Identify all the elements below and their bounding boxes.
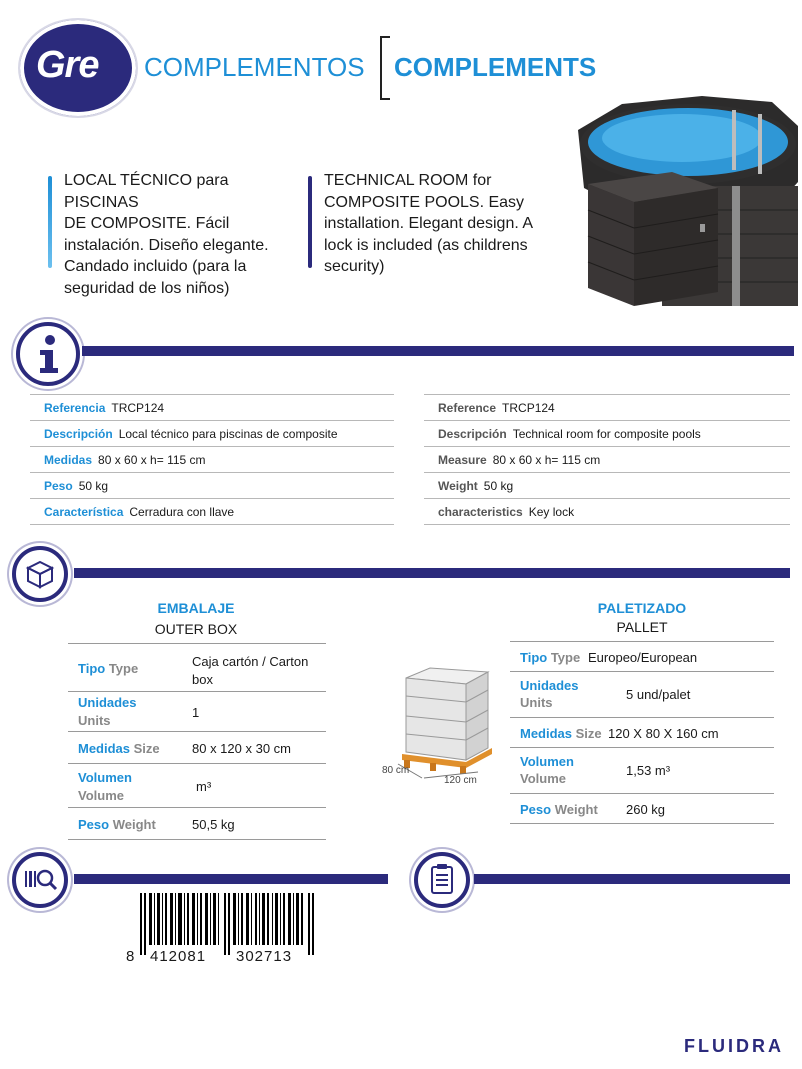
info-table-es xyxy=(30,394,394,525)
fluidra-logo: FLUIDRA xyxy=(684,1036,784,1056)
label-en: Units xyxy=(520,695,553,710)
barcode-section-bar xyxy=(74,874,388,884)
info-label: characteristics xyxy=(438,505,523,519)
label-en: Volume xyxy=(520,771,566,786)
packaging-subtitle: OUTER BOX xyxy=(154,621,238,637)
intro-es xyxy=(64,170,304,299)
row-value: 120 X 80 X 160 cm xyxy=(608,726,719,741)
intro-es-accent xyxy=(48,176,52,268)
info-value: Cerradura con llave xyxy=(129,505,235,519)
label-en: Units xyxy=(78,713,111,728)
row-value: Europeo/European xyxy=(588,650,698,665)
info-row xyxy=(30,421,394,447)
row-value: Caja cartón / Carton box xyxy=(192,654,309,687)
intro-en-line: installation. Elegant design. A xyxy=(324,215,534,232)
pallet-title: PALETIZADO xyxy=(597,600,687,616)
info-row xyxy=(30,447,394,473)
label-es: Unidades xyxy=(78,695,137,710)
intro-es-line: seguridad de los niños) xyxy=(64,279,230,297)
label-es: Unidades xyxy=(520,678,579,693)
info-row xyxy=(424,499,790,525)
clipboard-icon xyxy=(414,852,470,908)
label-es: Tipo xyxy=(78,661,106,676)
table-row xyxy=(510,748,774,794)
intro-en-accent xyxy=(308,176,312,268)
row-value: 5 und/palet xyxy=(626,687,691,702)
row-label xyxy=(78,817,156,832)
barcode-image xyxy=(138,893,320,955)
table-row xyxy=(510,794,774,824)
info-value: 50 kg xyxy=(78,479,109,493)
row-label xyxy=(78,661,138,676)
label-en: Type xyxy=(108,661,139,676)
barcode-group-1: 412081 xyxy=(150,948,207,965)
label-es: Medidas xyxy=(78,741,131,756)
notes-section-bar xyxy=(474,874,790,884)
info-row xyxy=(424,421,790,447)
intro-en-line: COMPOSITE POOLS. Easy xyxy=(324,193,525,211)
pallet-table xyxy=(510,641,774,824)
row-value: 1,53 m³ xyxy=(626,763,671,778)
table-row xyxy=(68,808,326,840)
info-value: TRCP124 xyxy=(502,401,555,415)
barcode-search-icon xyxy=(12,852,68,908)
info-row xyxy=(30,473,394,499)
row-value: 80 x 120 x 30 cm xyxy=(192,741,291,756)
label-en: Size xyxy=(575,726,602,741)
table-row xyxy=(68,644,326,692)
gre-logo-text: Gre xyxy=(36,44,99,86)
page-title-es: COMPLEMENTOS xyxy=(144,52,365,82)
info-label: Reference xyxy=(438,401,497,415)
label-es: Volumen xyxy=(78,770,132,785)
label-es: Peso xyxy=(78,817,110,832)
row-label xyxy=(520,650,580,665)
label-en: Weight xyxy=(554,802,598,817)
row-value: m³ xyxy=(196,779,212,794)
info-section-bar xyxy=(82,346,794,356)
info-label: Descripción xyxy=(438,427,507,441)
row-label xyxy=(520,802,598,817)
pallet-width-label: 120 cm xyxy=(444,775,477,786)
row-label xyxy=(78,769,132,805)
label-es: Medidas xyxy=(520,726,573,741)
table-row xyxy=(510,718,774,748)
intro-en xyxy=(324,170,564,278)
intro-es-line: Candado incluido (para la xyxy=(64,258,247,275)
table-row xyxy=(510,672,774,718)
product-photo xyxy=(562,92,802,316)
title-divider xyxy=(380,36,390,100)
row-label xyxy=(78,694,137,730)
info-row xyxy=(30,395,394,421)
info-row xyxy=(30,499,394,525)
info-row xyxy=(424,447,790,473)
info-value: 80 x 60 x h= 115 cm xyxy=(98,453,206,467)
info-row xyxy=(424,395,790,421)
label-es: Tipo xyxy=(520,650,548,665)
intro-es-line: LOCAL TÉCNICO para PISCINAS xyxy=(64,172,229,211)
row-label xyxy=(520,726,602,741)
info-value: Technical room for composite pools xyxy=(512,427,701,441)
table-row xyxy=(68,764,326,808)
row-value: 1 xyxy=(192,705,200,720)
intro-en-line: security) xyxy=(324,258,385,275)
info-label: Weight xyxy=(438,479,478,493)
intro-es-line: DE COMPOSITE. Fácil xyxy=(64,215,230,232)
label-es: Peso xyxy=(520,802,552,817)
row-value: 50,5 kg xyxy=(192,817,235,832)
info-label: Descripción xyxy=(44,427,113,441)
intro-es-line: instalación. Diseño elegante. xyxy=(64,236,269,254)
intro-en-line: lock is included (as childrens xyxy=(324,236,528,254)
row-label xyxy=(78,741,160,756)
packaging-title: EMBALAJE xyxy=(157,600,235,616)
info-value: 50 kg xyxy=(483,479,514,493)
info-value: Local técnico para piscinas de composite xyxy=(118,427,338,441)
info-label: Referencia xyxy=(44,401,106,415)
box-icon xyxy=(12,546,68,602)
packaging-table xyxy=(68,643,326,840)
label-en: Volume xyxy=(78,788,124,803)
row-label xyxy=(520,753,574,787)
info-value: TRCP124 xyxy=(111,401,165,415)
intro-en-line: TECHNICAL ROOM for xyxy=(324,172,492,189)
info-label: Característica xyxy=(44,505,124,519)
table-row xyxy=(68,732,326,764)
label-en: Weight xyxy=(112,817,156,832)
table-row xyxy=(68,692,326,732)
barcode-digit-first: 8 xyxy=(126,948,136,965)
info-value: Key lock xyxy=(528,505,575,519)
info-table-en xyxy=(424,394,790,525)
info-row xyxy=(424,473,790,499)
table-row xyxy=(510,642,774,672)
row-label xyxy=(520,677,579,711)
label-en: Size xyxy=(133,741,160,756)
pallet-subtitle: PALLET xyxy=(616,619,668,635)
label-en: Type xyxy=(550,650,581,665)
info-value: 80 x 60 x h= 115 cm xyxy=(492,453,601,467)
pallet-depth-label: 80 cm xyxy=(382,765,410,776)
info-label: Peso xyxy=(44,479,73,493)
packaging-section-bar xyxy=(74,568,790,578)
info-label: Medidas xyxy=(44,453,93,467)
info-icon xyxy=(16,322,80,386)
info-label: Measure xyxy=(438,453,487,467)
barcode-group-2: 302713 xyxy=(236,948,293,965)
page-title-en: COMPLEMENTS xyxy=(394,52,597,82)
row-value: 260 kg xyxy=(626,802,666,817)
label-es: Volumen xyxy=(520,754,574,769)
